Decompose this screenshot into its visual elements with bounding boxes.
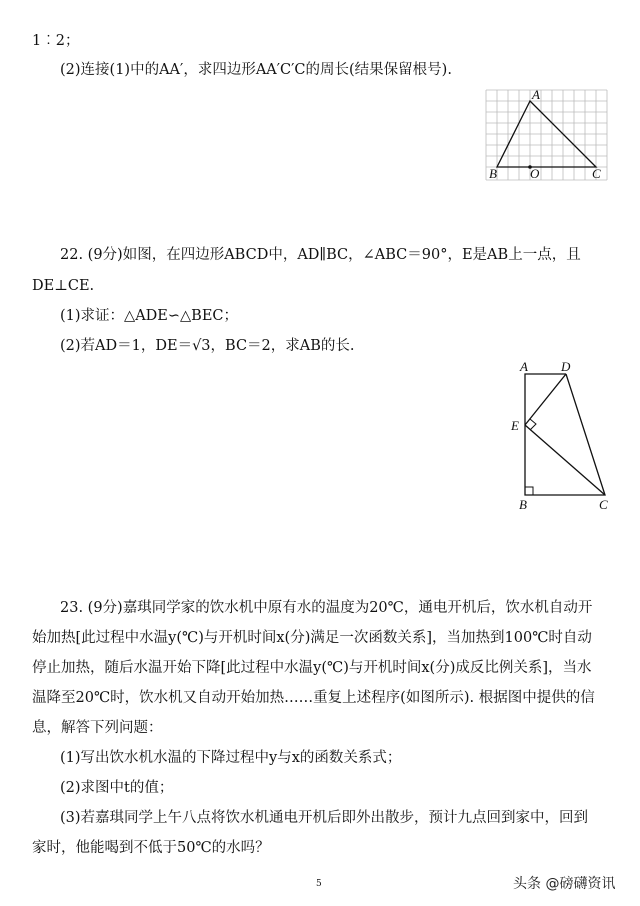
label-a: A — [520, 359, 528, 374]
quad-abcd — [525, 374, 605, 495]
watermark: 头条 @磅礴资讯 — [513, 876, 616, 892]
grid-triangle-figure — [480, 86, 620, 186]
label-c: C — [599, 497, 608, 512]
q23-line2: 始加热[此过程中水温y(℃)与开机时间x(分)满足一次函数关系]，当加热到100℃时自动 — [32, 630, 592, 646]
q23-part3b: 家时，他能喝到不低于50℃的水吗？ — [32, 840, 270, 856]
q23-line1: 23. (9分)嘉琪同学家的饮水机中原有水的温度为20℃，通电开机后，饮水机自动开 — [60, 600, 593, 616]
quadrilateral-figure — [505, 358, 620, 518]
right-angle-b — [525, 487, 533, 495]
q22-part2: (2)若AD＝1，DE＝√3，BC＝2，求AB的长. — [60, 338, 355, 354]
q23-line4: 温降至20℃时，饮水机又自动开始加热……重复上述程序(如图所示). 根据图中提供的信 — [32, 690, 595, 706]
label-d: D — [561, 359, 571, 374]
label-a: A — [532, 87, 540, 102]
label-b: B — [519, 497, 527, 512]
page-number: 5 — [316, 879, 322, 889]
q23-part3a: (3)若嘉琪同学上午八点将饮水机通电开机后即外出散步，预计九点回到家中，回到 — [60, 810, 589, 826]
right-angle-e — [530, 419, 536, 430]
q23-line5: 息，解答下列问题： — [32, 720, 163, 736]
segment-de — [525, 374, 566, 425]
label-c: C — [592, 166, 601, 181]
q23-part1: (1)写出饮水机水温的下降过程中y与x的函数关系式； — [60, 750, 402, 766]
label-e: E — [511, 418, 519, 433]
q22-line1: 22. (9分)如图，在四边形ABCD中，AD∥BC，∠ABC＝90°，E是AB上一点，且 — [60, 247, 581, 263]
q21-part2: (2)连接(1)中的AA′，求四边形AA′C′C的周长(结果保留根号). — [60, 62, 452, 78]
q21-ratio-line: 1︰2； — [32, 33, 80, 49]
label-o: O — [530, 166, 540, 181]
q23-line3: 停止加热，随后水温开始下降[此过程中水温y(℃)与开机时间x(分)成反比例关系]，当水 — [32, 660, 592, 676]
segment-ec — [525, 425, 605, 495]
q23-part2: (2)求图中t的值； — [60, 780, 174, 796]
q22-line2: DE⊥CE. — [32, 278, 95, 294]
label-b: B — [489, 166, 497, 181]
q22-part1: (1)求证：△ADE∽△BEC； — [60, 308, 239, 324]
